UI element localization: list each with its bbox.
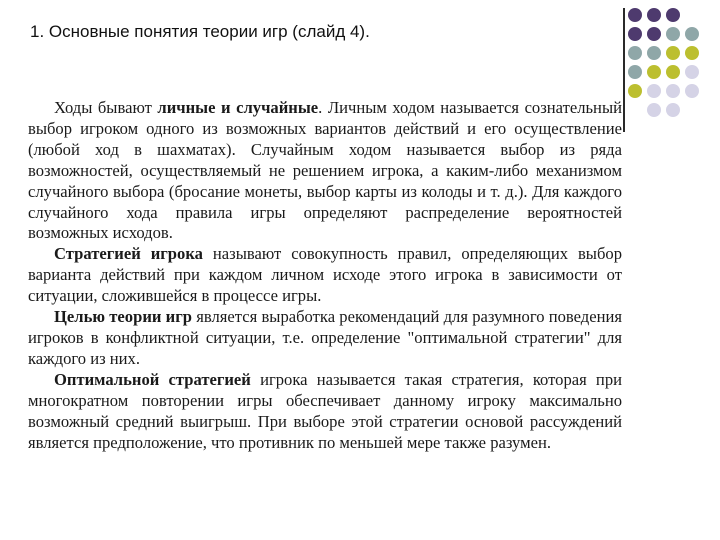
decorative-dot	[666, 103, 680, 117]
decorative-dot	[647, 8, 661, 22]
decorative-dot	[628, 84, 642, 98]
decorative-dot	[647, 103, 661, 117]
decorative-dot	[628, 46, 642, 60]
text: называют совокупность правил, определяющих выбор варианта действий при каждом личном исходе этого игрока в зависимости от ситуации, сложившейся в процессе игры.	[28, 244, 622, 306]
decorative-dot	[685, 84, 699, 98]
decorative-dot	[666, 84, 680, 98]
text: Ходы бывают	[54, 98, 158, 117]
decorative-dot	[647, 27, 661, 41]
paragraph-optimal	[28, 370, 622, 454]
slide-body	[28, 98, 622, 453]
decorative-dot	[647, 84, 661, 98]
paragraph-goal	[28, 307, 622, 370]
text: является выработка рекомендаций для разумного поведения игроков в конфликтной ситуации, т.е. определение "оптимальной стратегии" для каждого из них.	[28, 307, 623, 368]
paragraph-moves	[28, 98, 622, 244]
decorative-dot	[628, 27, 642, 41]
slide-title: 1. Основные понятия теории игр (слайд 4).	[30, 22, 370, 41]
decorative-dot	[685, 46, 699, 60]
decorative-dot	[685, 65, 699, 79]
text: . Личным ходом называется сознательный выбор игроком одного из возможных вариантов действий и его осуществление (любой ход в шахматах). Случайным ходом называется выбор из ряда возможностей, осуществляемый не решением игрока, а каким-либо механизмом случайного выбора (бросание монеты, выбор карты из колоды и т. д.). Для каждого случайного хода правила игры определяют распределение вероятностей возможных исходов.	[28, 98, 622, 243]
decorative-dot	[647, 46, 661, 60]
term-game-theory-goal: Целью теории игр	[54, 307, 193, 327]
decorative-dot	[666, 27, 680, 41]
text: игрока называется такая стратегия, которая при многократном повторении игры обеспечивает данному игроку максимально возможный средний выигрыш. При выборе этой стратегии основой рассуждений является предположение, что противник по меньшей мере также разумен.	[28, 369, 622, 452]
decorative-dot	[685, 27, 699, 41]
decorative-dot	[647, 65, 661, 79]
decorative-dot	[628, 8, 642, 22]
decorative-dot	[666, 8, 680, 22]
decorative-dot	[628, 65, 642, 79]
decorative-divider	[623, 8, 625, 132]
decorative-dot	[666, 46, 680, 60]
term-optimal-strategy: Оптимальной стратегией	[54, 369, 251, 389]
term-personal-random: личные и случайные	[157, 98, 319, 117]
decorative-dot-grid	[628, 8, 712, 120]
term-player-strategy: Стратегией игрока	[54, 244, 203, 264]
paragraph-strategy	[28, 244, 622, 307]
decorative-dot	[666, 65, 680, 79]
